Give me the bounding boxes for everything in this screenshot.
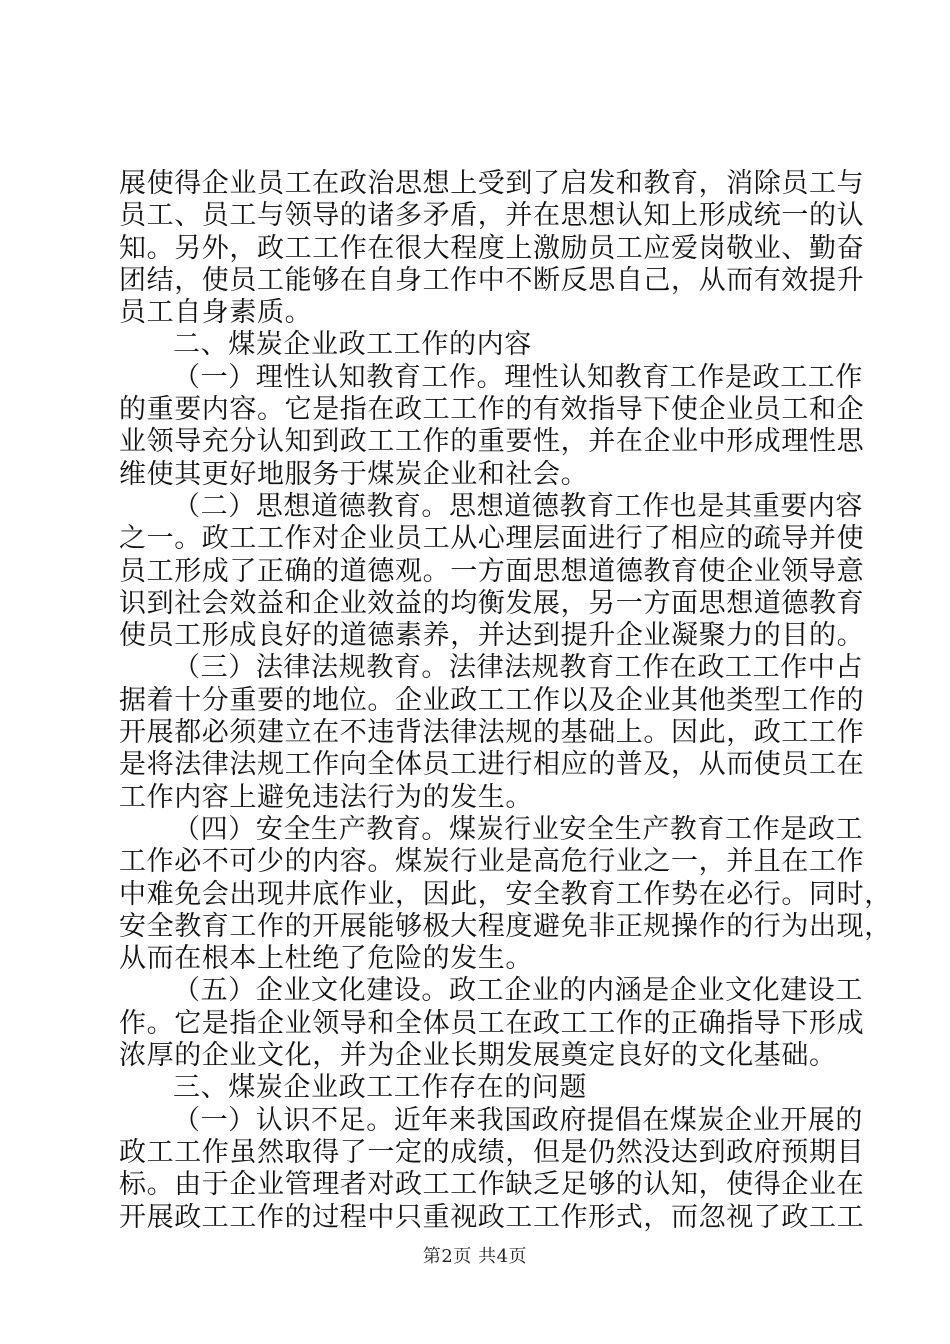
text-line: （一）认识不足。近年来我国政府提倡在煤炭企业开展的: [173, 1104, 863, 1136]
text-line: 据着十分重要的地位。企业政工工作以及企业其他类型工作的: [119, 684, 865, 716]
text-line: 开展政工工作的过程中只重视政工工作形式，而忽视了政工工: [119, 1201, 865, 1233]
text-line: 使员工形成良好的道德素养，并达到提升企业凝聚力的目的。: [119, 620, 865, 652]
text-line: 展使得企业员工在政治思想上受到了启发和教育，消除员工与: [119, 168, 865, 199]
page-footer: 第2页 共4页: [422, 1246, 528, 1267]
text-line: 作。它是指企业领导和全体员工在政工工作的正确指导下形成: [119, 1007, 865, 1039]
text-line: 是将法律法规工作向全体员工进行相应的普及，从而使员工在: [119, 749, 865, 781]
text-line: （四）安全生产教育。煤炭行业安全生产教育工作是政工: [173, 813, 863, 845]
text-line: （二）思想道德教育。思想道德教育工作也是其重要内容: [173, 490, 863, 522]
text-line: 浓厚的企业文化，并为企业长期发展奠定良好的文化基础。: [119, 1040, 837, 1072]
text-line: 三、煤炭企业政工工作存在的问题: [173, 1072, 587, 1104]
text-line: （一）理性认知教育工作。理性认知教育工作是政工工作: [173, 361, 863, 393]
text-line: 团结，使员工能够在自身工作中不断反思自己，从而有效提升: [119, 264, 865, 296]
text-line: 开展都必须建立在不违背法律法规的基础上。因此，政工工作: [119, 717, 865, 749]
text-line: 安全教育工作的开展能够极大程度避免非正规操作的行为出现，: [119, 910, 892, 942]
text-line: 之一。政工工作对企业员工从心理层面进行了相应的疏导并使: [119, 523, 865, 555]
text-line: 工作必不可少的内容。煤炭行业是高危行业之一，并且在工作: [119, 846, 865, 878]
text-line: 政工工作虽然取得了一定的成绩，但是仍然没达到政府预期目: [119, 1136, 865, 1168]
text-line: 识到社会效益和企业效益的均衡发展，另一方面思想道德教育: [119, 587, 865, 619]
text-line: 的重要内容。它是指在政工工作的有效指导下使企业员工和企: [119, 394, 865, 426]
text-line: 知。另外，政工工作在很大程度上激励员工应爱岗敬业、勤奋: [119, 232, 865, 264]
text-line: 员工、员工与领导的诸多矛盾，并在思想认知上形成统一的认: [119, 200, 865, 232]
text-line: 二、煤炭企业政工工作的内容: [173, 329, 532, 361]
text-line: 从而在根本上杜绝了危险的发生。: [119, 943, 533, 975]
document-body: [119, 168, 892, 1234]
text-line: 中难免会出现井底作业，因此，安全教育工作势在必行。同时，: [119, 878, 892, 910]
text-line: 工作内容上避免违法行为的发生。: [119, 781, 533, 813]
text-line: 员工自身素质。: [119, 297, 313, 329]
text-line: 业领导充分认知到政工工作的重要性，并在企业中形成理性思: [119, 426, 865, 458]
text-line: （五）企业文化建设。政工企业的内涵是企业文化建设工: [173, 975, 863, 1007]
text-line: 标。由于企业管理者对政工工作缺乏足够的认知，使得企业在: [119, 1169, 865, 1201]
text-line: 维使其更好地服务于煤炭企业和社会。: [119, 458, 589, 490]
text-line: 员工形成了正确的道德观。一方面思想道德教育使企业领导意: [119, 555, 865, 587]
text-line: （三）法律法规教育。法律法规教育工作在政工工作中占: [173, 652, 863, 684]
